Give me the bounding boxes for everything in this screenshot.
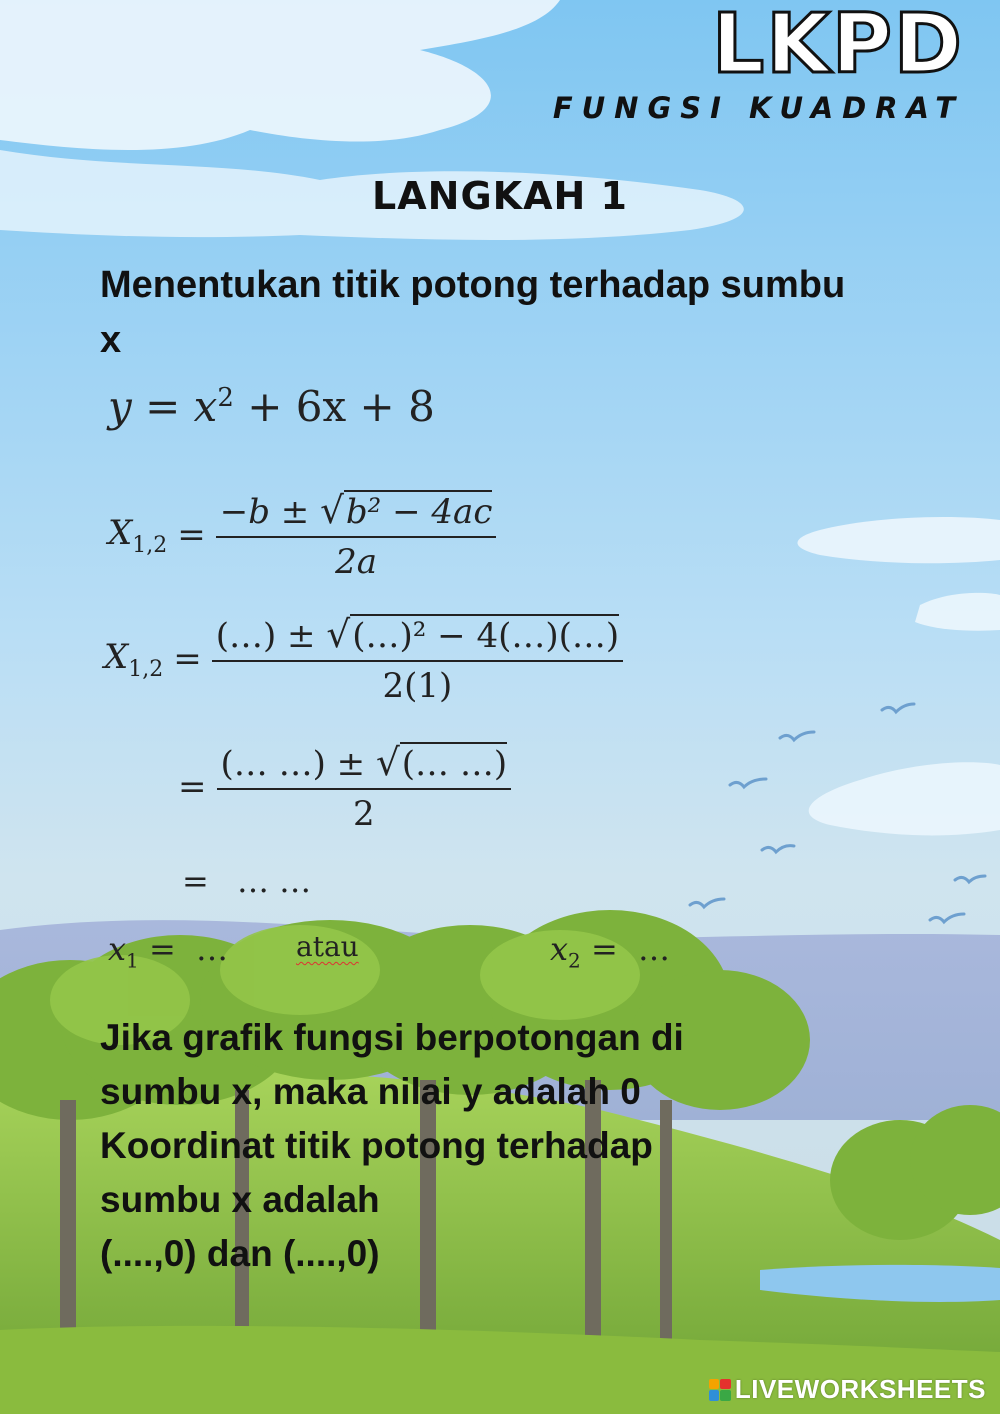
formula-denominator: 2a (335, 542, 377, 582)
x2-eq: = (590, 930, 618, 968)
formula-lhs: X (108, 512, 133, 553)
worksheet-subtitle: FUNGSI KUADRAT (552, 91, 964, 125)
result-line (182, 862, 311, 900)
x1-label: x (108, 930, 127, 968)
subst-denominator: 2(1) (382, 666, 453, 706)
explanation-text (100, 1011, 920, 1281)
quadratic-formula: $X_{1,2}$ = $\frac{\text{−b ± √b² − 4ac}}{2a}$ (108, 488, 496, 582)
simpl-denominator: 2 (352, 794, 375, 834)
x1-sub: 1 (126, 948, 139, 973)
worksheet-title: LKPD (712, 0, 964, 92)
simpl-radicand: (… …) (401, 744, 508, 784)
liveworksheets-watermark (709, 1374, 986, 1405)
subst-radicand: (…)² − 4(…)(…) (352, 616, 620, 656)
formula-eq: = (177, 515, 206, 555)
explanation-line-1: Jika grafik fungsi berpotongan di (100, 1017, 684, 1058)
formula-radicand: b² − 4ac (345, 492, 493, 532)
eq-base: x (193, 382, 218, 431)
formula-num-prefix: −b ± (219, 492, 310, 532)
eq-sign: = (145, 382, 181, 431)
result-eq: = (182, 862, 209, 900)
x2-sub: 2 (568, 948, 581, 973)
simplified-formula: = $\frac{(\dots \dots) \pm √(\dots \dots)}{2}$ (178, 740, 511, 834)
substitution-formula: $X_{1,2}$ = $\frac{\text{(…) ± √(…)² − 4(…)(…)}}{2(1)}$ (104, 612, 623, 706)
explanation-line-4: sumbu x adalah (100, 1179, 380, 1220)
liveworksheets-logo-icon (709, 1379, 731, 1401)
step-title: LANGKAH 1 (372, 174, 628, 218)
eq-rest: + 6x + 8 (247, 382, 435, 431)
quadratic-equation (108, 382, 435, 431)
explanation-line-5: (....,0) dan (....,0) (100, 1233, 380, 1274)
watermark-text: LIVEWORKSHEETS (734, 1374, 986, 1404)
explanation-line-3: Koordinat titik potong terhadap (100, 1125, 653, 1166)
x2-value: … (637, 930, 670, 968)
roots-line (108, 930, 728, 974)
formula-sub: 1,2 (132, 532, 168, 558)
subst-sub: 1,2 (128, 656, 164, 682)
simpl-eq: = (178, 767, 207, 807)
explanation-line-2: sumbu x, maka nilai y adalah 0 (100, 1071, 641, 1112)
x2-label: x (550, 930, 569, 968)
subst-num-prefix: (…) ± (215, 616, 316, 656)
x1-eq: = (148, 930, 176, 968)
eq-exponent: 2 (217, 383, 234, 413)
x1-value: … (195, 930, 228, 968)
eq-lhs: y (108, 382, 132, 431)
result-value: … … (236, 862, 312, 900)
subst-lhs: X (104, 636, 129, 677)
task-heading: Menentukan titik potong terhadap sumbu x (100, 264, 846, 361)
subst-eq: = (173, 639, 202, 679)
roots-connector: atau (296, 930, 359, 963)
simpl-num-prefix: (… …) ± (220, 744, 366, 784)
